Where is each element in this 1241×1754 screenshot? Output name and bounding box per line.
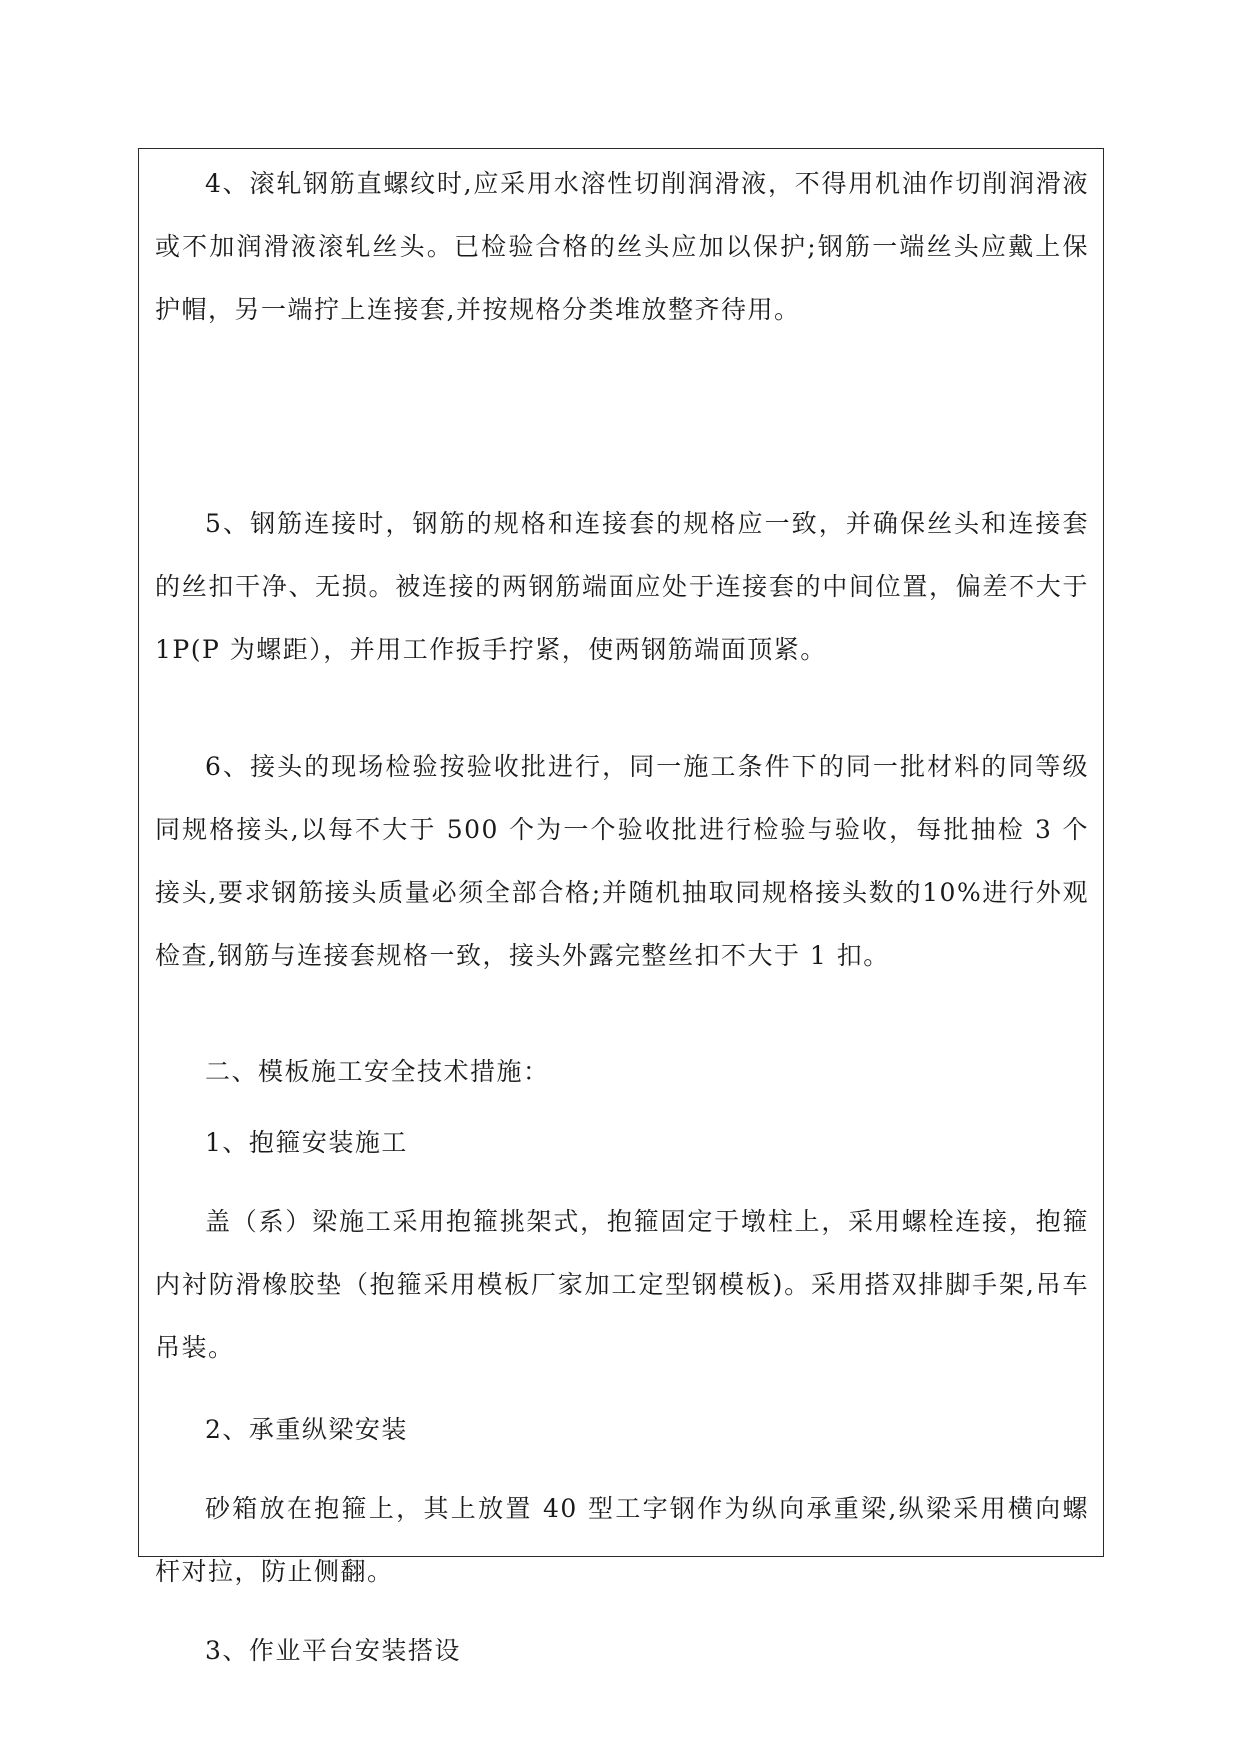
subsection-heading-3: 3、作业平台安装搭设 [205, 1636, 461, 1665]
paragraph-item-6: 6、接头的现场检验按验收批进行，同一施工条件下的同一批材料的同等级同规格接头,以每不大于 500 个为一个验收批进行检验与验收，每批抽检 3 个接头,要求钢筋接头质量必须全部合格;并随机抽取同规格接头数的10%进行外观检查,钢筋与连接套规格一致，接头外露完整丝扣不大于 1 扣。 [155, 752, 1089, 970]
subsection-heading-1: 1、抱箍安装施工 [205, 1128, 408, 1157]
paragraph-item-5: 5、钢筋连接时，钢筋的规格和连接套的规格应一致，并确保丝头和连接套的丝扣干净、无损。被连接的两钢筋端面应处于连接套的中间位置，偏差不大于 1P(P 为螺距），并用工作扳手拧紧，使两钢筋端面顶紧。 [155, 509, 1089, 664]
subsection-body-1: 盖（系）梁施工采用抱箍挑架式，抱箍固定于墩柱上，采用螺栓连接，抱箍内衬防滑橡胶垫（抱箍采用模板厂家加工定型钢模板)。采用搭双排脚手架,吊车吊装。 [155, 1207, 1089, 1362]
subsection-body-2: 砂箱放在抱箍上，其上放置 40 型工字钢作为纵向承重梁,纵梁采用横向螺杆对拉，防止侧翻。 [155, 1494, 1089, 1586]
section-heading-2: 二、模板施工安全技术措施： [205, 1057, 550, 1086]
document-frame [138, 148, 1104, 1665]
paragraph-item-4: 4、滚轧钢筋直螺纹时,应采用水溶性切削润滑液，不得用机油作切削润滑液或不加润滑液滚轧丝头。已检验合格的丝头应加以保护;钢筋一端丝头应戴上保护帽，另一端拧上连接套,并按规格分类堆放整齐待用。 [155, 169, 1089, 324]
subsection-heading-2: 2、承重纵梁安装 [205, 1415, 408, 1444]
